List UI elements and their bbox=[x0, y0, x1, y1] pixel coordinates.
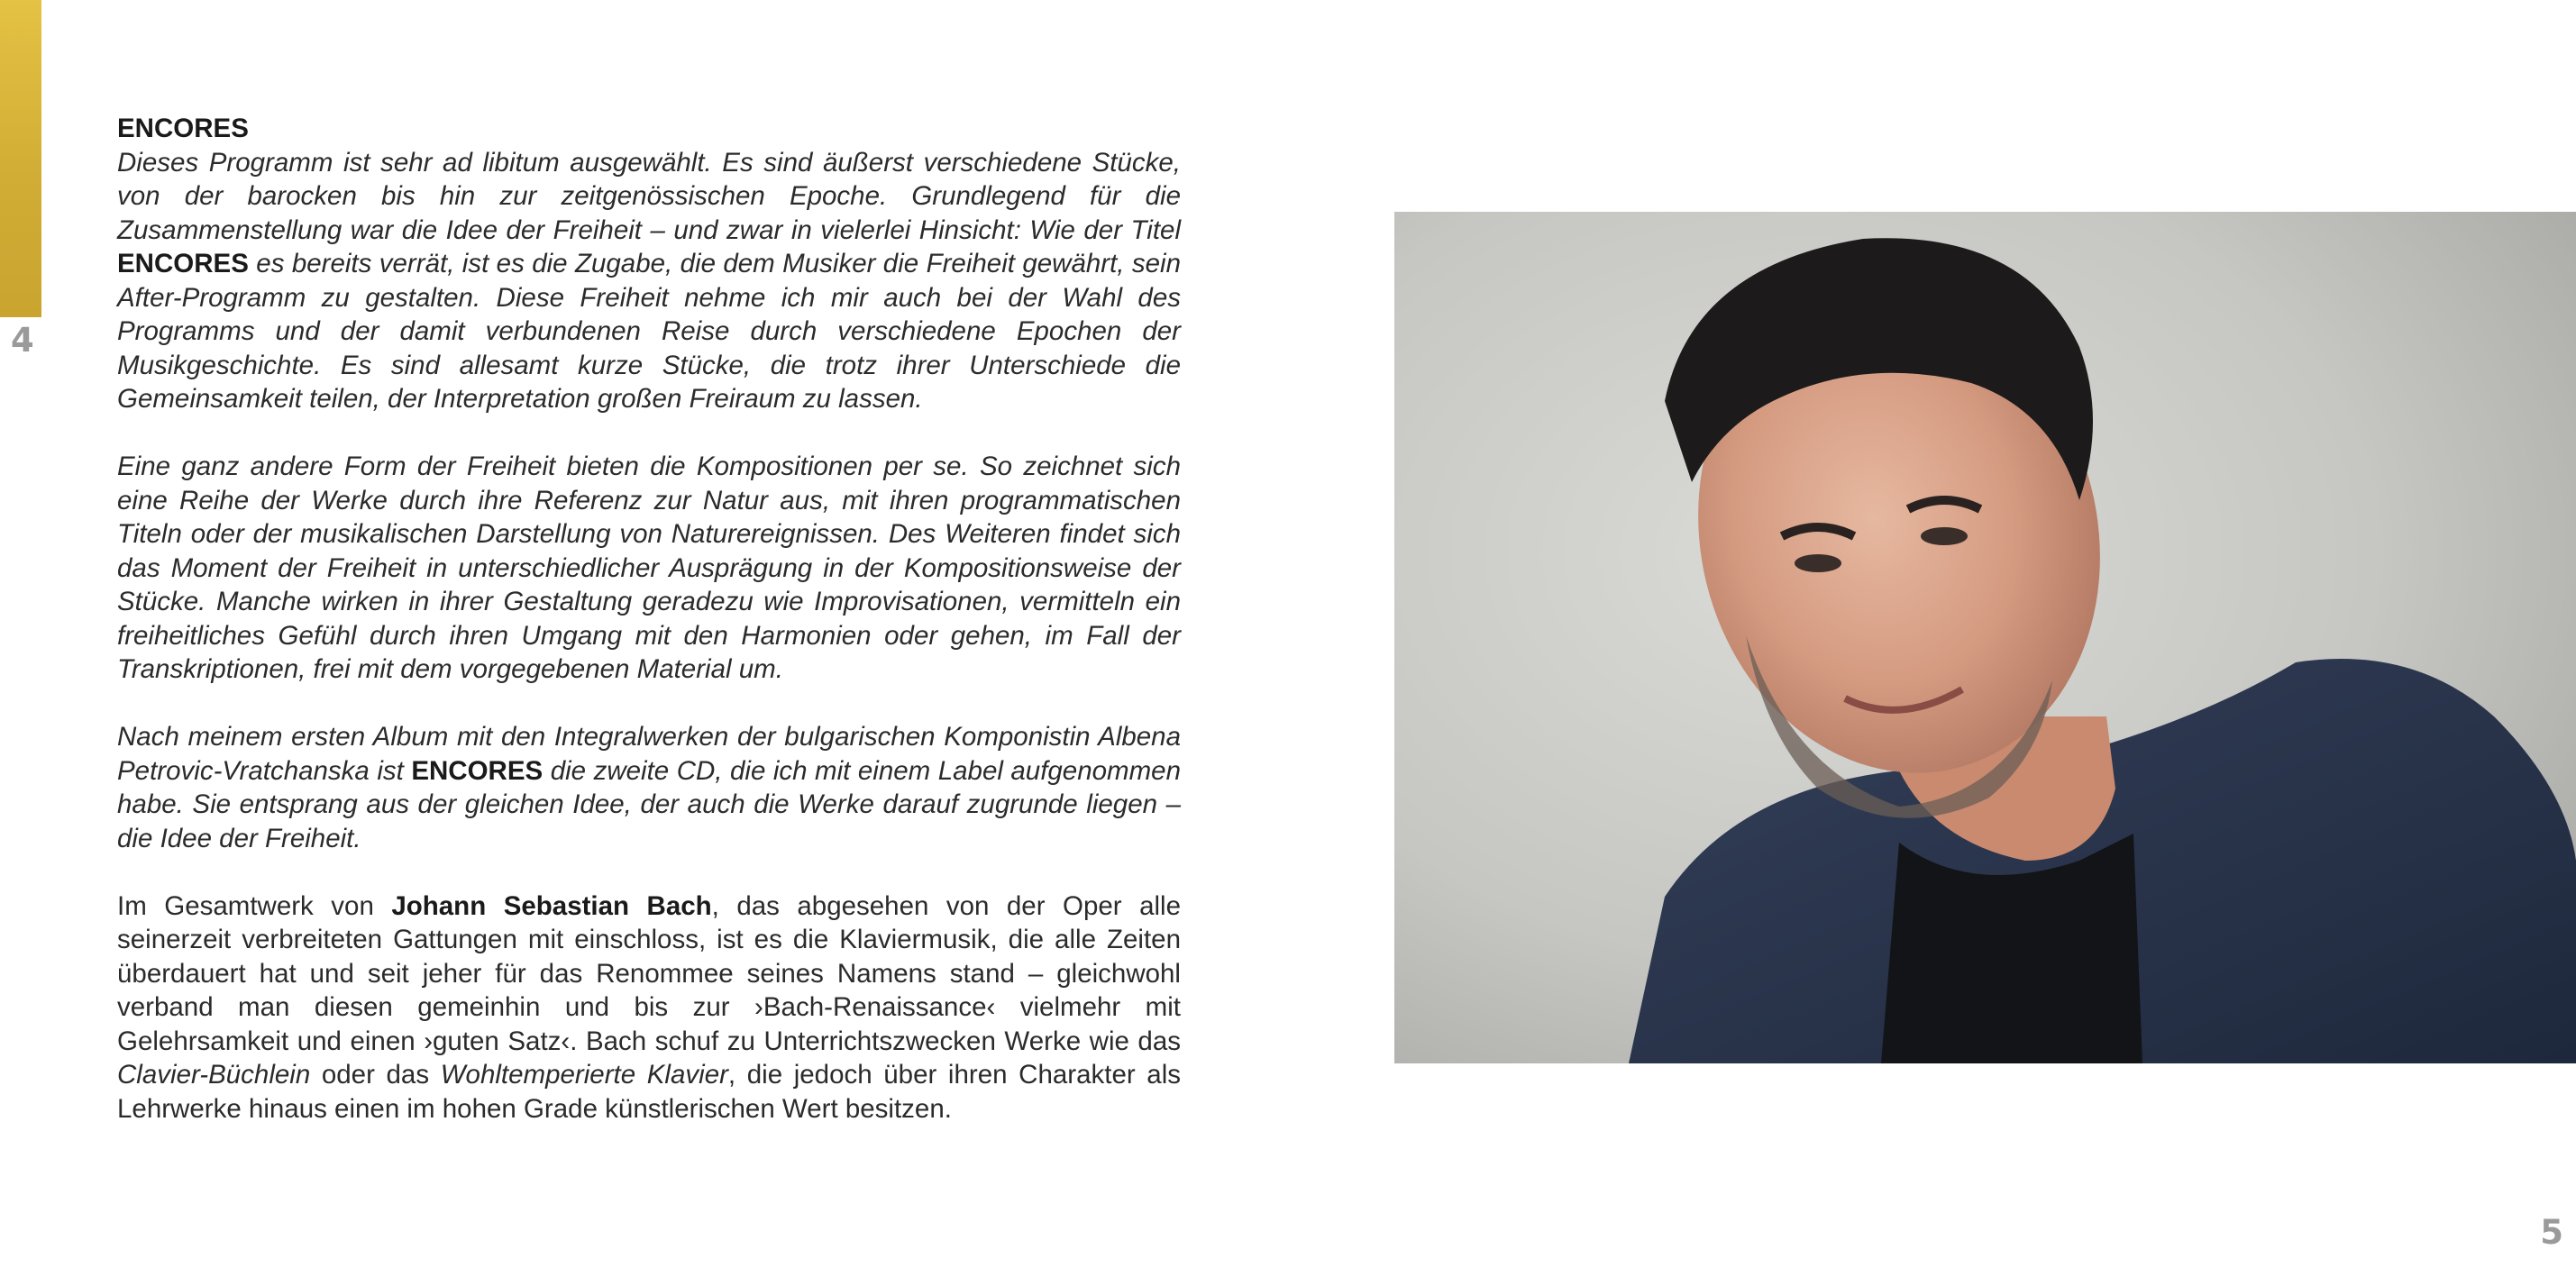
portrait-illustration bbox=[1394, 212, 2576, 1063]
eye-right bbox=[1921, 527, 1968, 545]
paragraph-3-title-bold: ENCORES bbox=[411, 755, 544, 786]
paragraph-4 bbox=[117, 889, 1181, 1126]
paragraph-3-text-a: Nach meinem ersten Album mit den Integralwerken der bulgarischen Komponistin Albena Petrovic-Vratchanska ist bbox=[117, 722, 1181, 786]
paragraph-1-text-a: Dieses Programm ist sehr ad libitum ausgewählt. Es sind äußerst verschiedene Stücke, von der barocken bis hin zur zeitgenössischen Epoche. Grundlegend für die Zusammenstellung war die Idee der Freiheit – und zwar in vielerlei Hinsicht: Wie der Titel bbox=[117, 147, 1181, 245]
paragraph-1-text-b: es bereits verrät, ist es die Zugabe, die dem Musiker die Freiheit gewährt, sein After-Programm zu gestalten. Diese Freiheit nehme ich mir auch bei der Wahl des Programms und der damit verbundenen Reise durch verschiedene Epochen der Musikgeschichte. Es sind allesamt kurze Stücke, die trotz ihrer Unterschiede die Gemeinsamkeit teilen, der Interpretation großen Freiraum zu lassen. bbox=[117, 249, 1181, 414]
gold-accent-bar bbox=[0, 0, 41, 317]
paragraph-4-text-d: , die jedoch über ihren Charakter als Lehrwerke hinaus einen im hohen Grade künstlerischen Wert besitzen. bbox=[117, 1060, 1181, 1124]
section-heading: ENCORES bbox=[117, 114, 249, 143]
paragraph-4-text-a: Im Gesamtwerk von bbox=[117, 890, 392, 921]
page-number-left: 4 bbox=[11, 321, 34, 360]
paragraph-4-work-title-2: Wohltemperierte Klavier bbox=[440, 1060, 728, 1090]
paragraph-4-work-title-1: Clavier-Büchlein bbox=[117, 1060, 311, 1090]
paragraph-3-text-b: die zweite CD, die ich mit einem Label aufgenommen habe. Sie entsprang aus der gleichen Idee, der auch die Werke darauf zugrunde liegen – die Idee der Freiheit. bbox=[117, 755, 1181, 853]
paragraph-3 bbox=[117, 720, 1181, 855]
portrait-photo bbox=[1394, 212, 2576, 1063]
page-number-right: 5 bbox=[2540, 1213, 2563, 1252]
paragraph-4-composer-bold: Johann Sebastian Bach bbox=[391, 890, 712, 921]
eye-left bbox=[1795, 554, 1841, 572]
paragraph-1 bbox=[117, 146, 1181, 416]
paragraph-1-title-bold: ENCORES bbox=[117, 249, 249, 278]
article-text-column bbox=[117, 112, 1181, 1160]
paragraph-4-text-c: oder das bbox=[310, 1060, 441, 1090]
paragraph-2: Eine ganz andere Form der Freiheit bieten die Kompositionen per se. So zeichnet sich eine Reihe der Werke durch ihre Referenz zur Natur aus, mit ihren programmatischen Titeln oder der musikalischen Darstellung von Naturereignissen. Des Weiteren findet sich das Moment der Freiheit in unterschiedlicher Ausprägung in der Kompositionsweise der Stücke. Manche wirken in ihrer Gestaltung geradezu wie Improvisationen, vermitteln ein freiheitliches Gefühl durch ihren Umgang mit den Harmonien oder gehen, im Fall der Transkriptionen, frei mit dem vorgegebenen Material um. bbox=[117, 452, 1181, 684]
paragraph-4-text-b: , das abgesehen von der Oper alle seinerzeit verbreiteten Gattungen mit einschloss, ist es die Klaviermusik, die alle Zeiten überdauert hat und seit jeher für das Renommee seines Namens stand – gleichwohl verband man diesen gemeinhin und bis zur ›Bach-Renaissance‹ vielmehr mit Gelehrsamkeit und einen ›guten Satz‹. Bach schuf zu Unterrichtszwecken Werke wie das bbox=[117, 890, 1181, 1056]
